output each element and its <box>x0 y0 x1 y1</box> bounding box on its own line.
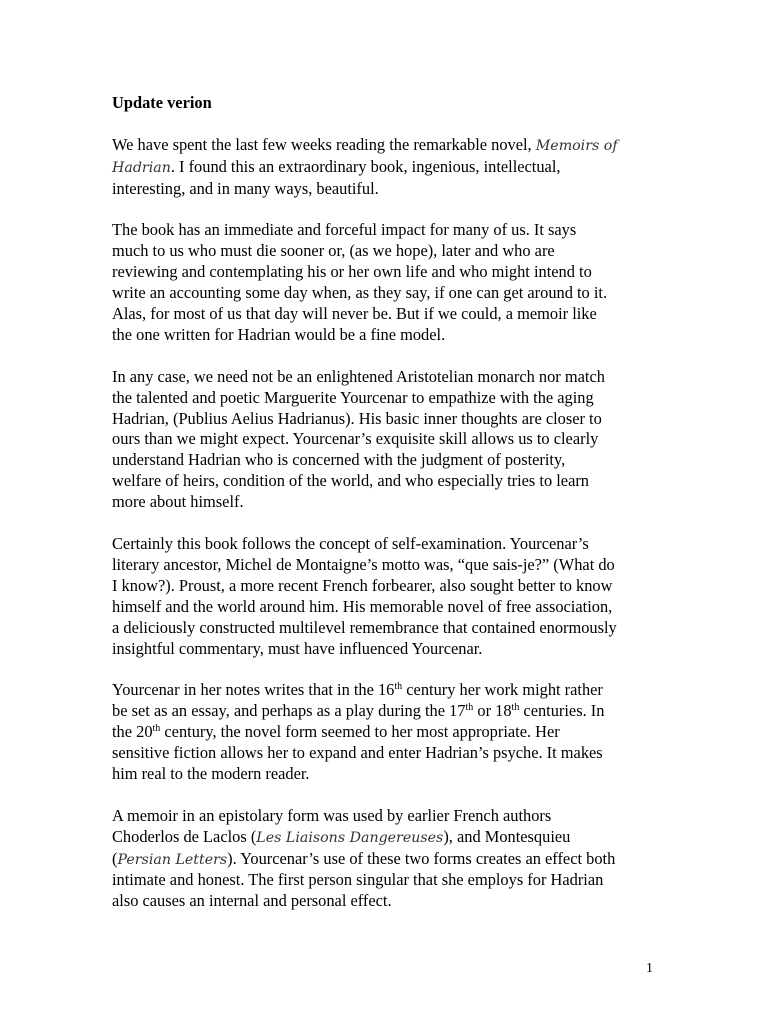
text-segment: understand Hadrian who is concerned with the judgment of posterity, <box>112 450 566 470</box>
text-segment: sensitive fiction allows her to expand and enter Hadrian’s psyche. It makes <box>112 743 603 763</box>
text-segment: the one written for Hadrian would be a fine model. <box>112 324 446 344</box>
italic-title: Les Liaisons Dangereuses <box>256 829 444 846</box>
text-line <box>112 471 672 492</box>
text-segment: much to us who must die sooner or, (as we hope), later and who are <box>112 241 555 261</box>
text-line <box>112 764 672 785</box>
text-line <box>112 262 672 283</box>
text-segment: . I found this an extraordinary book, ingenious, intellectual, <box>170 156 561 176</box>
text-segment: Alas, for most of us that day will never be. But if we could, a memoir like <box>112 304 597 324</box>
text-segment: or 18 <box>473 701 512 721</box>
text-segment: ). Yourcenar’s use of these two forms creates an effect both <box>227 848 616 868</box>
text-line <box>112 220 672 241</box>
text-line <box>112 576 672 597</box>
text-line <box>112 429 672 450</box>
text-line <box>112 849 672 871</box>
text-segment: ), and Montesquieu <box>443 826 571 846</box>
text-line <box>112 450 672 471</box>
text-segment: write an accounting some day when, as they say, if one can get around to it. <box>112 283 608 303</box>
page-number: 1 <box>646 961 653 976</box>
text-line <box>112 325 672 346</box>
text-line <box>112 555 672 576</box>
italic-title: Persian Letters <box>117 851 228 868</box>
italic-title: Memoirs of <box>535 137 618 154</box>
text-line <box>112 701 672 722</box>
text-segment: more about himself. <box>112 492 244 512</box>
text-segment: intimate and honest. The first person singular that she employs for Hadrian <box>112 870 604 890</box>
text-segment: reviewing and contemplating his or her own life and who might intend to <box>112 262 592 282</box>
text-line <box>112 891 672 912</box>
text-line <box>112 157 672 179</box>
ordinal-superscript: th <box>394 681 403 693</box>
text-segment: the talented and poetic Marguerite Yourcenar to empathize with the aging <box>112 387 594 407</box>
text-segment: Certainly this book follows the concept of self-examination. Yourcenar’s <box>112 533 589 553</box>
paragraph <box>112 135 672 200</box>
text-line <box>112 870 672 891</box>
text-line <box>112 409 672 430</box>
text-segment: welfare of heirs, condition of the world, and who especially tries to learn <box>112 471 589 491</box>
ordinal-superscript: th <box>465 702 474 714</box>
text-segment: Hadrian, (Publius Aelius Hadrianus). His basic inner thoughts are closer to <box>112 408 602 428</box>
paragraph <box>112 534 672 659</box>
text-line <box>112 367 672 388</box>
text-line <box>112 618 672 639</box>
text-segment: ours than we might expect. Yourcenar’s exquisite skill allows us to clearly <box>112 429 599 449</box>
text-line <box>112 806 672 827</box>
text-line <box>112 827 672 849</box>
text-segment: a deliciously constructed multilevel remembrance that contained enormously <box>112 617 617 637</box>
text-segment: century her work might rather <box>402 680 603 700</box>
text-segment: Choderlos de Laclos ( <box>112 826 257 846</box>
text-segment: interesting, and in many ways, beautiful. <box>112 178 379 198</box>
text-segment: A memoir in an epistolary form was used by earlier French authors <box>112 805 552 825</box>
text-line <box>112 492 672 513</box>
text-segment: century, the novel form seemed to her most appropriate. Her <box>160 722 560 742</box>
paragraph <box>112 367 672 513</box>
text-segment: the 20 <box>112 722 153 742</box>
text-segment: literary ancestor, Michel de Montaigne’s motto was, “que sais-je?” (What do <box>112 554 615 574</box>
text-line <box>112 388 672 409</box>
paragraph <box>112 806 672 913</box>
italic-title: Hadrian <box>112 159 171 176</box>
text-line <box>112 722 672 743</box>
text-line <box>112 639 672 660</box>
text-segment: I know?). Proust, a more recent French forbearer, also sought better to know <box>112 575 613 595</box>
text-line <box>112 597 672 618</box>
text-segment: insightful commentary, must have influenced Yourcenar. <box>112 638 483 658</box>
paragraph-container <box>112 135 672 912</box>
document-body <box>112 93 672 933</box>
text-line <box>112 304 672 325</box>
text-segment: Yourcenar in her notes writes that in the 16 <box>112 680 395 700</box>
ordinal-superscript: th <box>152 723 161 735</box>
text-segment: centuries. In <box>519 701 605 721</box>
text-line <box>112 680 672 701</box>
text-segment: also causes an internal and personal effect. <box>112 891 392 911</box>
text-line <box>112 241 672 262</box>
text-line <box>112 179 672 200</box>
ordinal-superscript: th <box>511 702 520 714</box>
text-segment: be set as an essay, and perhaps as a play during the 17 <box>112 701 466 721</box>
text-line <box>112 534 672 555</box>
text-segment: In any case, we need not be an enlightened Aristotelian monarch nor match <box>112 366 605 386</box>
paragraph <box>112 220 672 345</box>
text-line <box>112 135 672 157</box>
paragraph <box>112 680 672 785</box>
text-segment: The book has an immediate and forceful impact for many of us. It says <box>112 220 577 240</box>
text-segment: himself and the world around him. His memorable novel of free association, <box>112 596 613 616</box>
text-segment: ( <box>112 848 118 868</box>
text-segment: We have spent the last few weeks reading the remarkable novel, <box>112 134 536 154</box>
document-title: Update verion <box>112 93 212 112</box>
text-segment: him real to the modern reader. <box>112 763 310 783</box>
text-line <box>112 283 672 304</box>
text-line <box>112 743 672 764</box>
